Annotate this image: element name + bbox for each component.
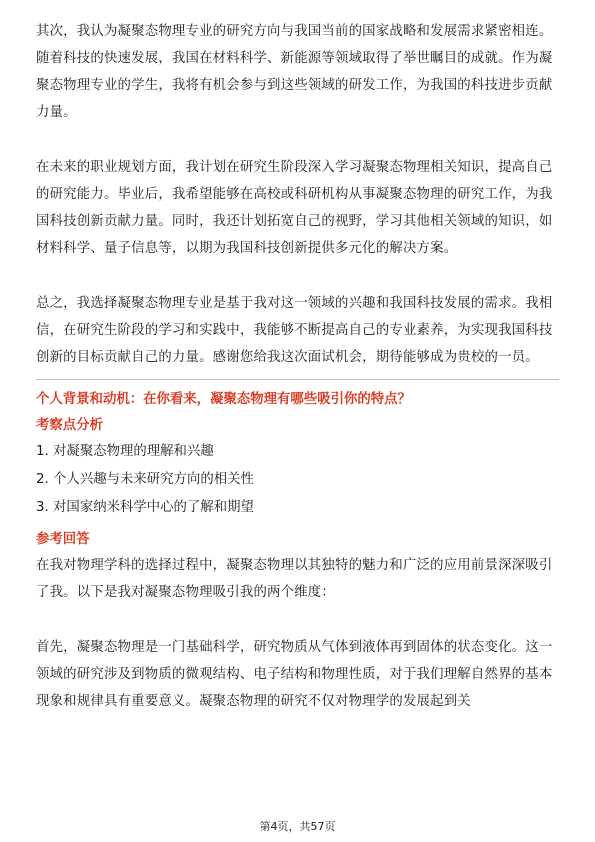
analysis-point: 2. 个人兴趣与未来研究方向的相关性 [36, 472, 254, 487]
analysis-heading: 考察点分析 [36, 418, 103, 433]
answer-heading: 参考回答 [36, 532, 90, 547]
answer-paragraph-first: 首先，凝聚态物理是一门基础科学，研究物质从气体到液体再到固体的状态变化。这一领域的研究涉及到物质的微观结构、电子结构和物理性质，对于我们理解自然界的基本现象和规律具有重要意义。凝聚态物理的研究不仅对物理学的发展起到关 [36, 640, 553, 709]
answer-paragraph-intro: 在我对物理学科的选择过程中，凝聚态物理以其独特的魅力和广泛的应用前景深深吸引了我。以下是我对凝聚态物理吸引我的两个维度： [36, 558, 553, 600]
document-page [36, 18, 559, 715]
analysis-point: 3. 对国家纳米科学中心的了解和期望 [36, 500, 254, 515]
analysis-point-list [36, 438, 559, 522]
analysis-point: 1. 对凝聚态物理的理解和兴趣 [36, 444, 214, 459]
section-divider [36, 379, 559, 380]
page-number: 第4页，共57页 [259, 820, 336, 833]
paragraph-conclusion: 总之，我选择凝聚态物理专业是基于我对这一领域的兴趣和我国科技发展的需求。我相信，在研究生阶段的学习和实践中，我能够不断提高自己的专业素养，为实现我国科技创新的目标贡献自己的力量。感谢您给我这次面试机会，期待能够成为贵校的一员。 [36, 296, 553, 365]
paragraph-strategy: 其次，我认为凝聚态物理专业的研究方向与我国当前的国家战略和发展需求紧密相连。随着科技的快速发展，我国在材料科学、新能源等领域取得了举世瞩目的成就。作为凝聚态物理专业的学生，我将有机会参与到这些领域的研发工作，为我国的科技进步贡献力量。 [36, 24, 553, 120]
question-title: 个人背景和动机：在你看来，凝聚态物理有哪些吸引你的特点？ [36, 392, 411, 407]
paragraph-career-plan: 在未来的职业规划方面，我计划在研究生阶段深入学习凝聚态物理相关知识，提高自己的研究能力。毕业后，我希望能够在高校或科研机构从事凝聚态物理的研究工作，为我国科技创新贡献力量。同时，我还计划拓宽自己的视野，学习其他相关领域的知识，如材料科学、量子信息等，以期为我国科技创新提供多元化的解决方案。 [36, 160, 553, 256]
